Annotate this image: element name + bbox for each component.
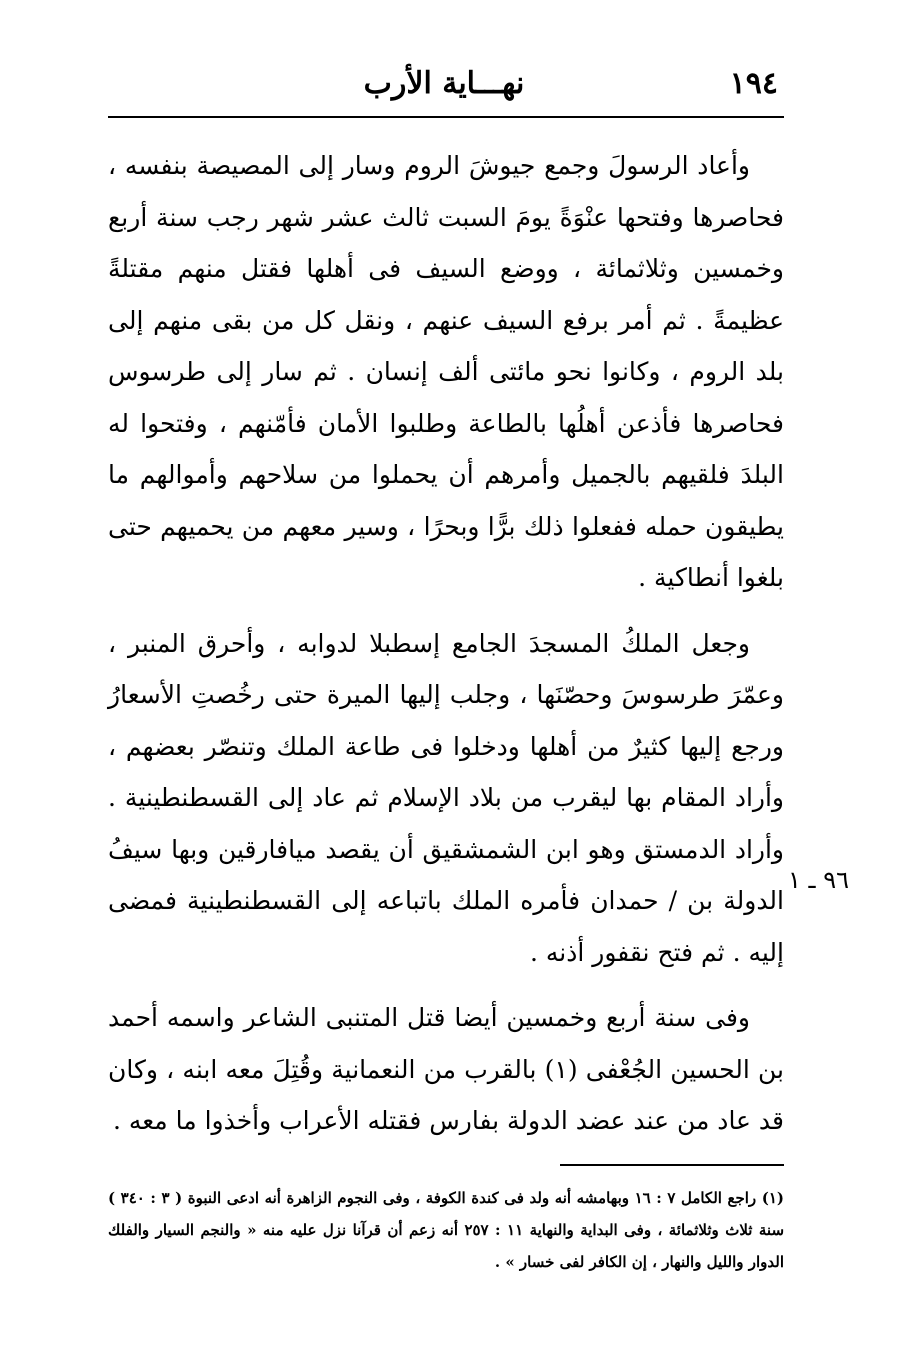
running-title: نهـــاية الأرب xyxy=(363,66,525,101)
header-rule xyxy=(108,116,784,118)
paragraph-3: وفى سنة أربع وخمسين أيضا قتل المتنبى الشاعر واسمه أحمد بن الحسين الجُعْفى (١) بالقرب من النعمانية وقُتِلَ معه ابنه ، وكان قد عاد من عند عضد الدولة بفارس فقتله الأعراب وأخذوا ما معه . xyxy=(108,1003,784,1135)
paragraph-2: وجعل الملكُ المسجدَ الجامع إسطبلا لدوابه ، وأحرق المنبر ، وعمّرَ طرسوسَ وحصّنَها ، وجلب إليها الميرة حتى رخُصتِ الأسعارُ ورجع إليها كثيرٌ من أهلها ودخلوا فى طاعة الملك وتنصّر بعضهم ، وأراد المقام بها ليقرب من بلاد الإسلام ثم عاد إلى القسطنطينية . وأراد الدمستق وهو ابن الشمشقيق أن يقصد ميافارقين وبها سيفُ الدولة بن / حمدان فأمره الملك باتباعه إلى القسطنطينية فمضى إليه . ثم فتح نقفور أذنه . xyxy=(108,628,784,967)
margin-folio-note: ٩٦ ـ ١ xyxy=(788,866,849,894)
footnote-rule xyxy=(560,1164,784,1166)
page-header xyxy=(104,62,784,108)
footnote: (١) راجع الكامل ٧ : ١٦ وبهامشه أنه ولد فى كندة الكوفة ، وفى النجوم الزاهرة أنه ادعى النبوة ( ٣ : ٣٤٠ ) سنة ثلاث وثلاثمائة ، وفى البداية والنهاية ١١ : ٢٥٧ أنه زعم أن قرآنا نزل عليه منه « والنجم السيار والفلك الدوار والليل والنهار ، إن الكافر لفى خسار » . xyxy=(108,1189,785,1271)
page-number: ١٩٤ xyxy=(729,66,778,101)
paragraph-1: وأعاد الرسولَ وجمع جيوشَ الروم وسار إلى المصيصة بنفسه ، فحاصرها وفتحها عنْوَةً يومَ السبت ثالث عشر شهر رجب سنة أربع وخمسين وثلاثمائة ، ووضع السيف فى أهلها فقتل منهم مقتلةً عظيمةً . ثم أمر برفع السيف عنهم ، ونقل كل من بقى منهم إلى بلد الروم ، وكانوا نحو مائتى ألف إنسان . ثم سار إلى طرسوس فحاصرها فأذعن أهلُها بالطاعة وطلبوا الأمان فأمّنهم ، وفتحوا له البلدَ فلقيهم بالجميل وأمرهم أن يحملوا من سلاحهم وأموالهم ما يطيقون حمله ففعلوا ذلك برًّا وبحرًا ، وسير معهم من يحميهم حتى بلغوا أنطاكية . xyxy=(108,151,784,592)
body-text xyxy=(108,140,784,1147)
